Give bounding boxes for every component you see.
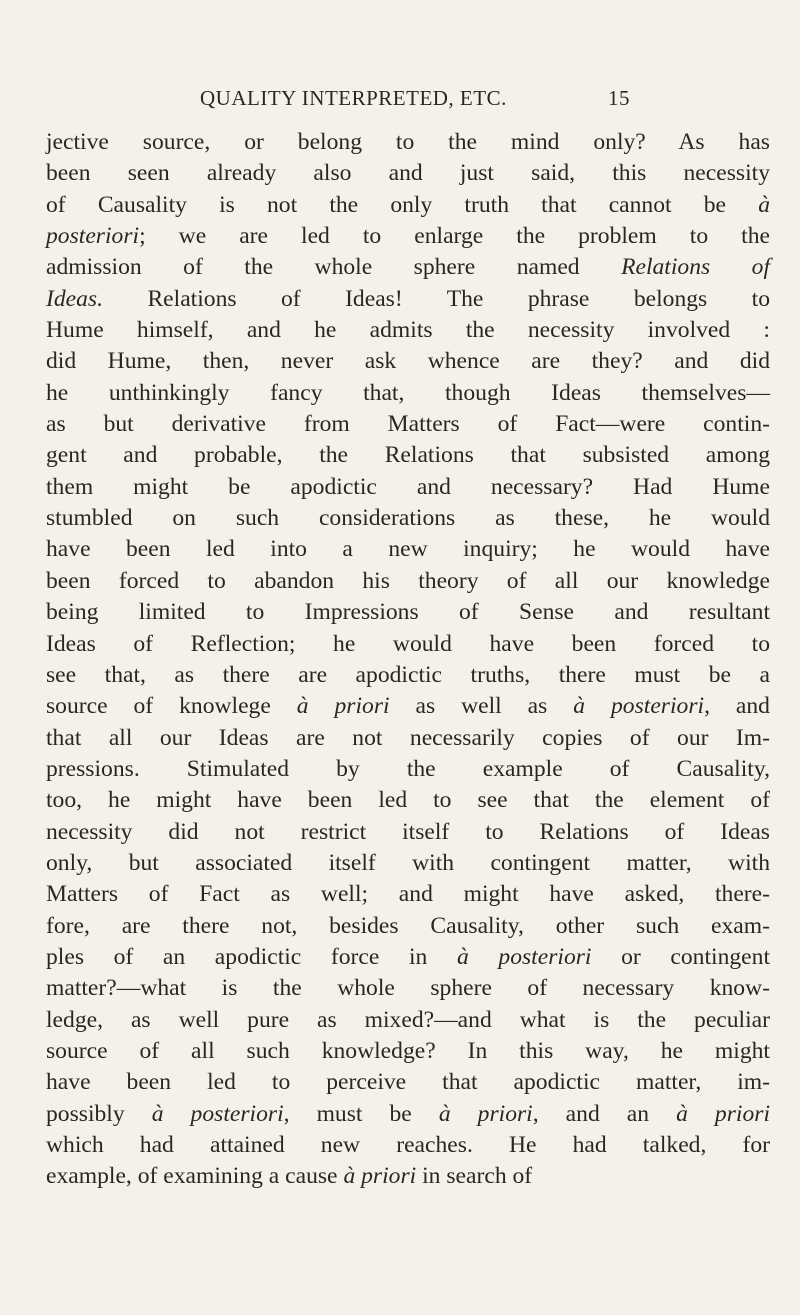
text-line-33: which had attained new reaches. He had talked, for [46, 1132, 770, 1158]
running-title: QUALITY INTERPRETED, ETC. [200, 86, 507, 110]
text-line-32: possibly à posteriori, must be à priori, and an à priori [46, 1100, 770, 1127]
text-line-3: of Causality is not the only truth that cannot be à [46, 191, 770, 218]
text-line-15: been forced to abandon his theory of all our knowledge [46, 567, 770, 594]
text-line-13: stumbled on such considerations as these, he would [46, 505, 770, 532]
text-line-14: have been led into a new inquiry; he would have [46, 536, 770, 563]
text-line-19: source of knowlege à priori as well as à posteriori, and [46, 693, 770, 720]
italic-relations-of: Relations of [621, 254, 770, 281]
text-line-5: admission of the whole sphere named Relations of [46, 254, 770, 281]
page-number: 15 [608, 86, 630, 110]
text-line-27: ples of an apodictic force in à posteriori or contingent [46, 943, 770, 970]
italic-ideas: Ideas. [46, 285, 104, 312]
text-line-9: he unthinkingly fancy that, though Ideas themselves— [46, 379, 770, 406]
text-line-22: too, he might have been led to see that the element of [46, 787, 770, 814]
text-line-18: see that, as there are apodictic truths, there must be a [46, 661, 770, 688]
running-head [200, 86, 630, 116]
text-line-21: pressions. Stimulated by the example of Causality, [46, 755, 770, 782]
text-line-34: example, of examining a cause à priori in search of [46, 1163, 533, 1190]
text-line-4: posteriori; we are led to enlarge the problem to the [46, 223, 770, 250]
text-line-10: as but derivative from Matters of Fact—were contin- [46, 411, 770, 438]
line-6-rest: Relations of Ideas! The phrase belongs to [103, 285, 770, 312]
text-line-30: source of all such knowledge? In this way, he might [46, 1037, 770, 1064]
italic-posteriori: posteriori [46, 223, 140, 250]
italic-a: à [758, 191, 770, 218]
text-line-17: Ideas of Reflection; he would have been forced to [46, 630, 770, 657]
text-line-12: them might be apodictic and necessary? Had Hume [46, 473, 770, 500]
text-line-31: have been led to perceive that apodictic matter, im- [46, 1069, 770, 1096]
text-line-20: that all our Ideas are not necessarily copies of our Im- [46, 724, 770, 751]
text-line-7: Hume himself, and he admits the necessity involved : [46, 317, 770, 344]
body-text [46, 127, 770, 1193]
text-line-25: Matters of Fact as well; and might have asked, there- [46, 881, 770, 908]
text-line-29: ledge, as well pure as mixed?—and what is the peculiar [46, 1006, 770, 1033]
text-line-11: gent and probable, the Relations that subsisted among [46, 442, 770, 469]
text-line-28: matter?—what is the whole sphere of necessary know- [46, 975, 770, 1002]
text-line-24: only, but associated itself with contingent matter, with [46, 849, 770, 876]
text-line-16: being limited to Impressions of Sense and resultant [46, 599, 770, 626]
text-line-1: jective source, or belong to the mind only? As has [46, 129, 770, 155]
text-line-2: been seen already also and just said, this necessity [46, 160, 770, 187]
text-line-23: necessity did not restrict itself to Relations of Ideas [46, 818, 770, 845]
text-line-8: did Hume, then, never ask whence are they? and did [46, 348, 770, 375]
text-line-6 [46, 284, 770, 315]
text-line-26: fore, are there not, besides Causality, other such exam- [46, 912, 770, 939]
